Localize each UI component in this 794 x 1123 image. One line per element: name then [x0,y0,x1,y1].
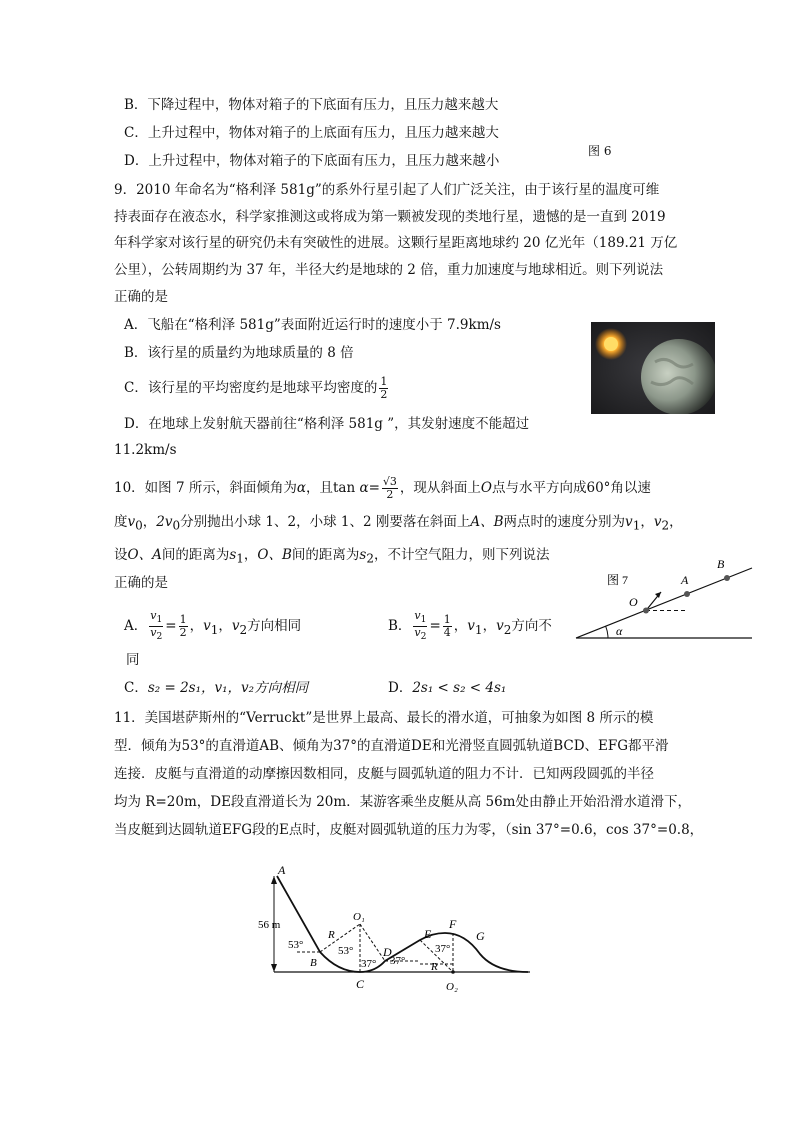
q10-option-b-wrap: 同 [126,652,140,668]
q10-text-3c: ， [243,547,258,563]
q10-text-2b: ， [142,514,157,530]
tan-fraction [382,476,398,501]
point-o-dot [643,608,649,614]
q9-text-line-2: 持表面存在液态水，科学家推测这或将成为第一颗被发现的类地行星，遗憾的是一直到 2019 [114,209,666,225]
q10-text-line-3: 设O、A间的距离为$s_1$，O、B间的距离为$s_2$，不计空气阻力，则下列说法 [114,547,550,566]
symbol-s1: s [229,547,237,563]
q10-text-1d: 点与水平方向成60°角以速 [491,480,651,496]
symbol-alpha-2: α [359,480,369,496]
point-o: O [480,480,492,496]
q8-option-c: C．上升过程中，物体对箱子的上底面有压力，且压力越来越大 [124,125,499,141]
fraction-numerator: √3 [382,475,397,488]
fraction-denominator: 2 [386,488,394,501]
alpha-arc [606,626,608,638]
option-a-suffix: 方向相同 [247,618,302,635]
q9-option-c-fraction [379,376,388,401]
fraction-denominator: 4 [443,626,451,640]
symbol-equals: = [368,480,380,496]
symbol-tan: tan [332,480,356,496]
fig8-label-o2: O₂ [446,981,458,993]
fig8-label-c: C [356,977,365,991]
option-c-equation: s₂ = 2s₁，v₁，v₂方向相同 [147,680,309,696]
option-a-value [179,614,188,639]
q9-option-c [124,376,390,401]
figure-6-label: 图 6 [588,144,612,158]
fraction-numerator: 1 [380,375,388,388]
q11-text-line-5: 当皮艇到达圆轨道EFG段的E点时，皮艇对圆弧轨道的压力为零，（sin 37°=0.6，cos 37°=0.8， [114,822,704,838]
fraction-numerator: 1 [443,613,451,627]
fig8-angle-37-b: 37° [390,955,406,967]
figure-7-a: A [681,573,689,587]
option-d-prefix: D． [388,680,413,696]
fig8-angle-37-a: 37° [361,958,377,970]
q9-text-line-4: 公里），公转周期约为 37 年，半径大约是地球的 2 倍，重力加速度与地球相近。则下列说法 [114,262,664,278]
sun [604,337,618,351]
symbol-v0: v [127,514,136,530]
q10-option-b: B． $\frac{v_1}{v_2}$ = $\frac{1}{4}$ ，$v_1$，$v_2$方向不 [388,609,552,643]
symbol-v2: v [653,514,662,530]
fig8-label-a: A [278,863,286,877]
figure-7-label: 图 7 [607,573,629,587]
fig8-label-b: B [310,957,317,969]
figure-7-b: B [717,557,725,571]
fig8-angle-53-b: 53° [338,945,354,957]
q10-text-1b: ，且 [305,480,333,496]
figure-7-alpha: α [616,624,623,638]
option-b-suffix: 方向不 [511,618,552,635]
q10-text-line-2: 度$v_0$，$2v_0$分别抛出小球 1、2，小球 1、2 刚要落在斜面上A、B两点时的速度分别为$v_1$，$v_2$， [114,514,683,533]
fig8-label-d: D [383,945,392,959]
fraction-denominator: 2 [380,388,388,401]
q9-text-line-1: 9．2010 年命名为“格利泽 581g”的系外行星引起了人们广泛关注，由于该行星的温度可维 [114,182,660,198]
q11-text-line-2: 型．倾角为53°的直滑道AB、倾角为37°的直滑道DE和光滑竖直圆弧轨道BCD、EFG都平滑 [114,738,669,754]
symbol-2v0-sub: 0 [172,518,181,533]
option-d-equation: 2s₁ < s₂ < 4s₁ [412,680,507,696]
q11-text-line-1: 11．美国堪萨斯州的“Verruckt”是世界上最高、最长的滑水道，可抽象为如图 8 所示的模 [114,710,654,726]
q10-text-1a: 10．如图 7 所示，斜面倾角为 [114,480,297,496]
fig8-height-label: 56 m [258,919,281,931]
q9-option-c-text: C．该行星的平均密度约是地球平均密度的 [124,380,378,396]
figure-7-o: O [629,595,638,609]
symbol-2v0: 2v [156,514,173,530]
q10-text-2c: 分别抛出小球 1、2，小球 1、2 刚要落在斜面上 [180,514,471,530]
q11-text-line-4: 均为 R=20m，DE段直滑道长为 20m．某游客乘坐皮艇从高 56m处由静止开始沿滑水道滑下， [114,794,691,810]
planet-image [591,322,715,414]
fig8-angle-53-a: 53° [288,939,304,951]
fig8-label-r1: R [328,929,335,941]
q8-option-b: B．下降过程中，物体对箱子的下底面有压力，且压力越来越大 [124,97,499,113]
fig8-label-o1: O₁ [353,911,365,923]
option-a-fraction: $\frac{v_1}{v_2}$ [150,609,163,643]
option-c-prefix: C． [124,680,148,696]
fig8-radius-d [360,924,385,961]
option-b-fraction: $\frac{v_1}{v_2}$ [414,609,427,643]
fig8-o2-dot [451,970,455,974]
fig8-angle-37-c: 37° [435,943,451,955]
fig8-height-arrow-top [271,876,277,884]
points-oa: O、A [127,547,162,563]
q9-text-line-5: 正确的是 [114,289,168,305]
option-a-prefix: A． [124,618,148,635]
q11-text-line-3: 连接．皮艇与直滑道的动摩擦因数相同，皮艇与圆弧轨道的阻力不计．已知两段圆弧的半径 [114,766,654,782]
figure-7 [570,556,755,644]
fig8-height-arrow-bottom [271,964,277,972]
point-a-dot [684,591,690,597]
point-b-dot [724,575,730,581]
q10-text-3a: 设 [114,547,128,563]
q10-text-2d: 两点时的速度分别为 [503,514,626,530]
q10-text-line-1 [114,476,651,501]
symbol-alpha: α [296,480,306,496]
q9-option-a: A．飞船在“格利泽 581g”表面附近运行时的速度小于 7.9km/s [124,317,501,333]
option-b-value [443,614,452,639]
q9-option-b: B．该行星的质量约为地球质量的 8 倍 [124,345,354,361]
fig8-label-g: G [476,929,485,943]
symbol-s2: s [359,547,367,563]
fraction-denominator: 2 [179,626,187,640]
q10-text-line-4: 正确的是 [114,575,168,591]
fig8-label-r2: R [431,961,438,973]
option-b-prefix: B． [388,618,412,635]
q10-text-3e: ，不计空气阻力，则下列说法 [373,547,550,563]
figure-8 [250,856,540,996]
fraction-numerator: 1 [179,613,187,627]
q10-text-2a: 度 [114,514,128,530]
points-ab: A、B [470,514,504,530]
fig8-label-e: E [424,927,432,941]
q9-option-d-line-1: D．在地球上发射航天器前往“格利泽 581g ”，其发射速度不能超过 [124,416,530,432]
q10-option-c [124,678,308,698]
q10-text-3b: 间的距离为 [161,547,230,563]
q10-option-a: A． $\frac{v_1}{v_2}$ = $\frac{1}{2}$ ，$v_1$，$v_2$方向相同 [124,609,302,643]
q9-option-d-line-2: 11.2km/s [114,442,177,458]
fig8-label-f: F [449,917,457,931]
symbol-v0-sub: 0 [135,518,143,533]
points-ob: O、B [257,547,292,563]
launch-arrowhead [655,592,661,598]
symbol-v1: v [625,514,633,530]
q10-text-1c: ，现从斜面上 [399,480,481,496]
q8-option-d: D．上升过程中，物体对箱子的下底面有压力，且压力越来越小 [124,153,500,169]
q10-option-d [388,678,506,698]
q9-text-line-3: 年科学家对该行星的研究仍未有突破性的进展。这颗行星距离地球约 20 亿光年（189.21 万亿 [114,235,678,251]
q10-text-3d: 间的距离为 [291,547,360,563]
